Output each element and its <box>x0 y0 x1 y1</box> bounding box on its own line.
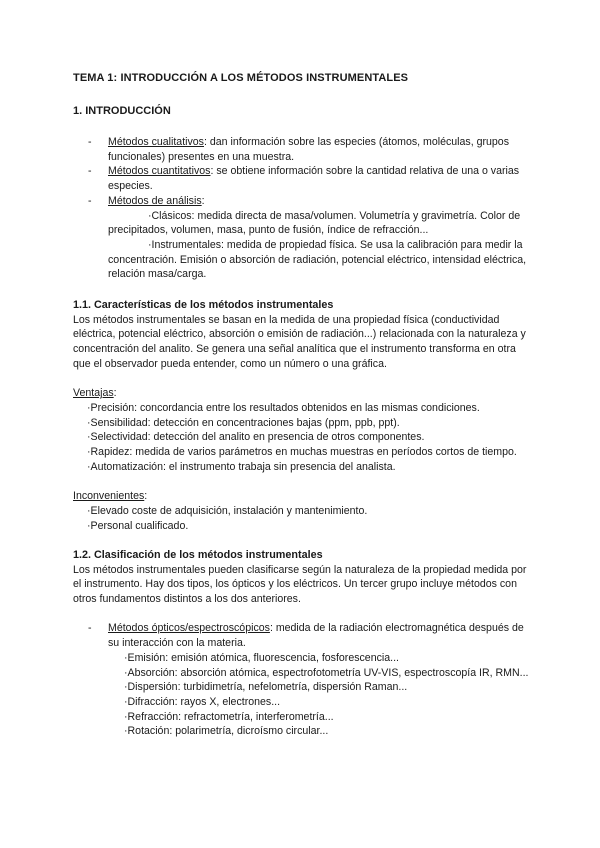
analysis-classic: ·Clásicos: medida directa de masa/volumen. Volumetría y gravimetría. Color de precipitados, volumen, masa, punto de fusión, índice de refracción... <box>108 209 521 237</box>
section-1-2-heading: 1.2. Clasificación de los métodos instrumentales <box>73 548 323 561</box>
list-item <box>73 164 531 193</box>
term-quantitative-text: : se obtiene información sobre la cantidad relativa de una o varias especies. <box>108 165 520 193</box>
analysis-instrumental: ·Instrumentales: medida de propiedad física. Se usa la calibración para medir la concentración. Emisión o absorción de radiación, potencial eléctrico, intensidad eléctrica, relación masa/carga. <box>108 238 527 281</box>
optical-sub-item: ·Emisión: emisión atómica, fluorescencia, fosforescencia... <box>124 651 399 664</box>
drawbacks-label: Inconvenientes <box>73 490 145 503</box>
advantages-label: Ventajas <box>73 387 114 400</box>
term-optical: Métodos ópticos/espectroscópicos <box>108 622 270 635</box>
term-qualitative: Métodos cualitativos <box>108 136 204 148</box>
term-qualitative-text: : dan información sobre las especies (átomos, moléculas, grupos funcionales) presentes en una muestra. <box>108 136 509 163</box>
section-1-1-heading: 1.1. Características de los métodos instrumentales <box>73 299 334 312</box>
advantage-item: ·Sensibilidad: detección en concentraciones bajas (ppm, ppb, ppt). <box>87 416 400 429</box>
optical-sub-item: ·Rotación: polarimetría, dicroísmo circular... <box>124 725 329 738</box>
advantage-item: ·Automatización: el instrumento trabaja sin presencia del analista. <box>87 460 396 473</box>
section-1-2-paragraph: Los métodos instrumentales pueden clasificarse según la naturaleza de la propiedad medida por el instrumento. Hay dos tipos, los ópticos y los eléctricos. Un tercer grupo incluye métodos con otros fundamentos distintos a los dos anteriores. <box>73 563 527 606</box>
optical-sub-item: ·Refracción: refractometría, interferometría... <box>124 710 334 723</box>
section-1-heading: 1. INTRODUCCIÓN <box>73 105 171 117</box>
optical-sub-item: ·Dispersión: turbidimetría, nefelometría, dispersión Raman... <box>124 681 408 694</box>
intro-list <box>73 135 531 282</box>
list-item <box>73 194 531 282</box>
optical-sub-item: ·Difracción: rayos X, electrones... <box>124 695 281 708</box>
document-title: TEMA 1: INTRODUCCIÓN A LOS MÉTODOS INSTRUMENTALES <box>73 72 409 84</box>
term-analysis: Métodos de análisis <box>108 194 202 207</box>
advantage-item: ·Rapidez: medida de varios parámetros en muchas muestras en períodos cortos de tiempo. <box>87 446 517 459</box>
term-optical-text: : medida de la radiación electromagnética después de su interacción con la materia. <box>108 622 524 650</box>
advantage-item: ·Selectividad: detección del analito en presencia de otros componentes. <box>87 431 425 444</box>
optical-sub-item: ·Absorción: absorción atómica, espectrofotometría UV-VIS, espectroscopía IR, RMN... <box>124 666 529 679</box>
drawback-item: ·Elevado coste de adquisición, instalación y mantenimiento. <box>87 504 368 517</box>
drawback-item: ·Personal cualificado. <box>87 519 189 532</box>
list-item <box>73 621 531 650</box>
document-page: TEMA 1: INTRODUCCIÓN A LOS MÉTODOS INSTRUMENTALES 1. INTRODUCCIÓN - Métodos cualitativos: dan información sobre las especies (átomos, moléculas, grupos funcionales) presentes en una muestra. - Métodos cuantitativos: se obtiene información sobre la cantidad relativa de una o varias especies. - Métodos de análisis: ·Clásicos: medida directa de masa/volumen. Volumetría y gravimetría. Color de precipitados, volumen, masa, punto de fusión, índice de refracción... ·Instrumentales: medida de propiedad física. Se usa la calibración para medir la concentración. Emisión o absorción de radiación, potencial eléctrico, intensidad eléctrica, relación masa/carga. 1.1. Características de los métodos instrumentales Los métodos instrumentales se basan en la medida de una propiedad física (conductividad eléctrica, potencial eléctrico, absorción o emisión de radiación...) relacionada con la naturaleza y concentración del analito. Se genera una señal analítica que el instrumento transforma en otra que el observador pueda entender, como un número o una gráfica. Ventajas: ·Precisión: concordancia entre los resultados obtenidos en las mismas condiciones. ·Sensibilidad: detección en concentraciones bajas (ppm, ppb, ppt). ·Selectividad: detección del analito en presencia de otros componentes. ·Rapidez: medida de varios parámetros en muchas muestras en períodos cortos de tiempo. ·Automatización: el instrumento trabaja sin presencia del analista. Inconvenientes: ·Elevado coste de adquisición, instalación y mantenimiento. ·Personal cualificado. 1.2. Clasificación de los métodos instrumentales Los métodos instrumentales pueden clasificarse según la naturaleza de la propiedad medida por el instrumento. Hay dos tipos, los ópticos y los eléctricos. Un tercer grupo incluye métodos con otros fundamentos distintos a los dos anteriores. - Métodos ópticos/espectroscópicos: medida de la radiación electromagnética después de su interacción con la materia. ·Emisión: emisión atómica, fluorescencia, fosforescencia... ·Absorción: absorción atómica, espectrofotometría UV-VIS, espectroscopía IR, RMN... ·Dispersión: turbidimetría, nefelometría, dispersión Raman... ·Difracción: rayos X, electrones... ·Refracción: refractometría, interferometría... ·Rotación: polarimetría, dicroísmo circular... <box>73 71 531 739</box>
term-quantitative: Métodos cuantitativos <box>108 165 211 178</box>
term-analysis-text: : <box>201 194 205 207</box>
advantage-item: ·Precisión: concordancia entre los resultados obtenidos en las mismas condiciones. <box>87 401 480 414</box>
list-item <box>73 135 531 164</box>
optical-list <box>73 621 531 650</box>
section-1-1-paragraph: Los métodos instrumentales se basan en la medida de una propiedad física (conductividad eléctrica, potencial eléctrico, absorción o emisión de radiación...) relacionada con la naturaleza y concentración del analito. Se genera una señal analítica que el instrumento transforma en otra que el observador pueda entender, como un número o una gráfica. <box>73 313 526 370</box>
